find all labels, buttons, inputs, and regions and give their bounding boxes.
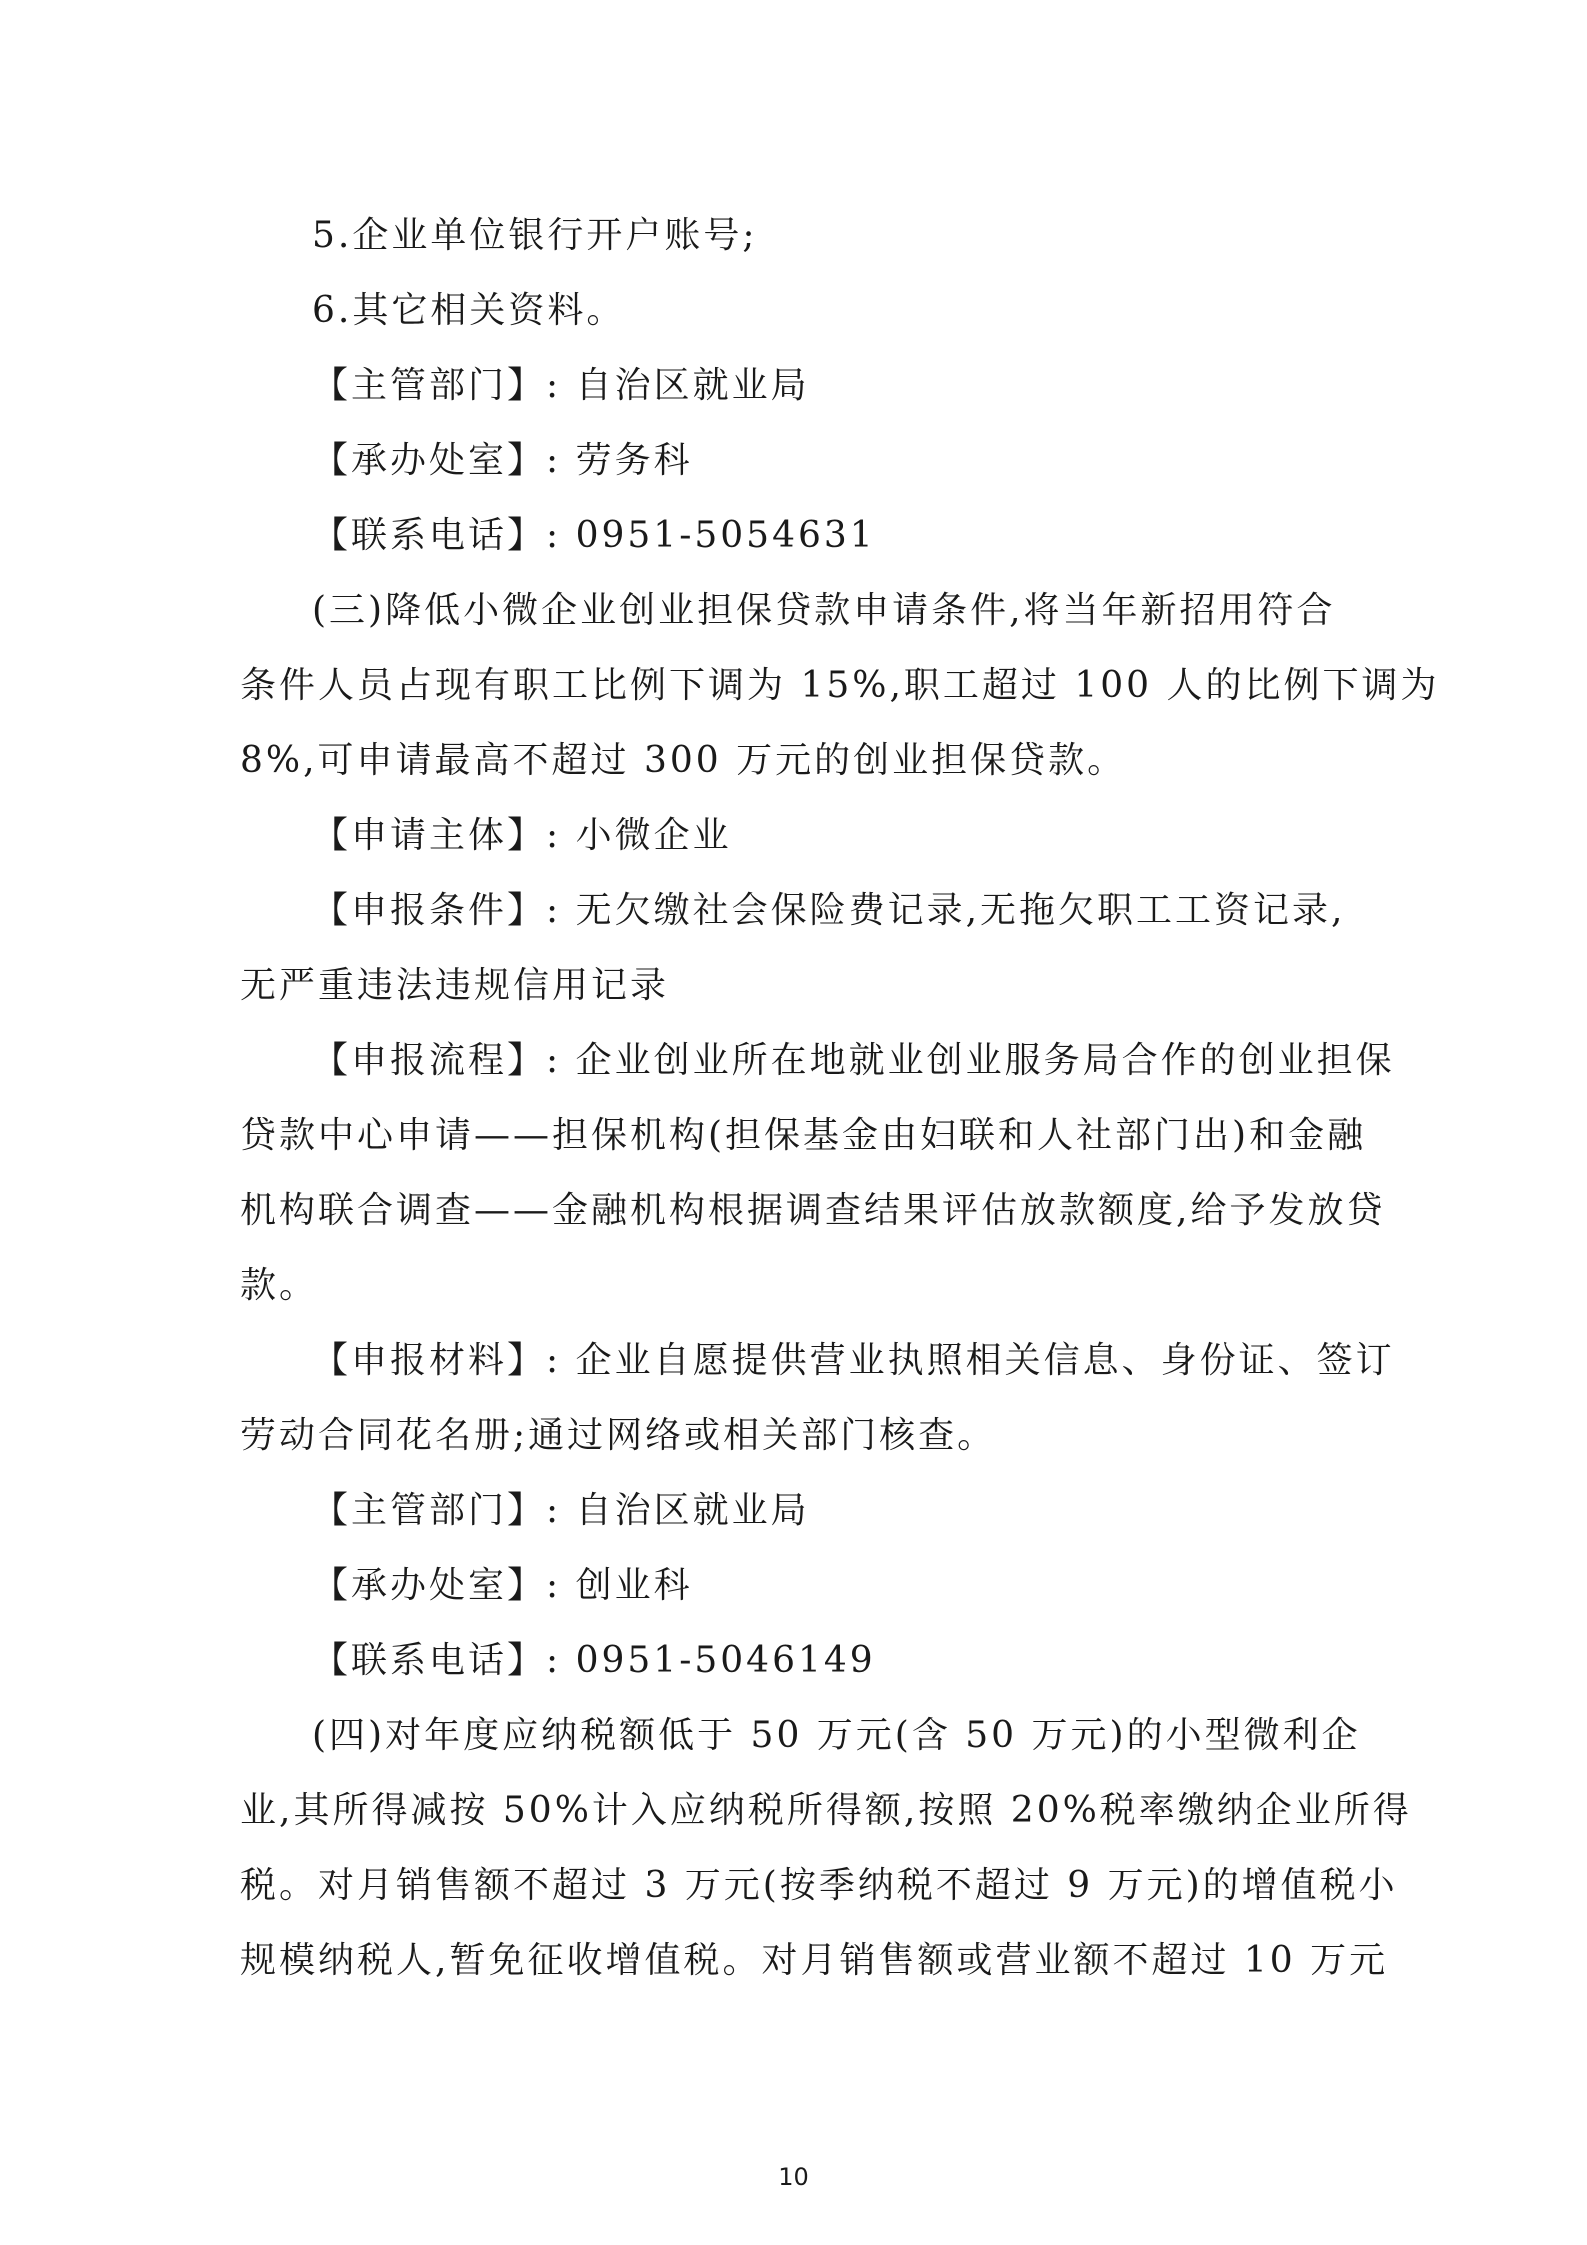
- paragraph-line: 【联系电话】: 0951-5046149: [312, 1640, 876, 1681]
- paragraph-line: 无严重违法违规信用记录: [240, 965, 670, 1006]
- paragraph-line: 【申报材料】: 企业自愿提供营业执照相关信息、身份证、签订: [312, 1340, 1395, 1381]
- paragraph-line: 【申报流程】: 企业创业所在地就业创业服务局合作的创业担保: [312, 1040, 1395, 1081]
- paragraph-line: 业,其所得减按 50%计入应纳税所得额,按照 20%税率缴纳企业所得: [240, 1790, 1412, 1831]
- page-number: 10: [778, 2163, 809, 2191]
- paragraph-line: 条件人员占现有职工比例下调为 15%,职工超过 100 人的比例下调为: [240, 665, 1440, 706]
- paragraph-line: (三)降低小微企业创业担保贷款申请条件,将当年新招用符合: [312, 590, 1336, 631]
- paragraph-line: 【申报条件】: 无欠缴社会保险费记录,无拖欠职工工资记录,: [312, 890, 1346, 931]
- paragraph-line: 款。: [240, 1265, 319, 1306]
- paragraph-line: 【联系电话】: 0951-5054631: [312, 515, 876, 556]
- paragraph-line: 8%,可申请最高不超过 300 万元的创业担保贷款。: [240, 740, 1127, 781]
- paragraph-line: 6.其它相关资料。: [312, 290, 626, 331]
- paragraph-line: 【主管部门】: 自治区就业局: [312, 365, 810, 406]
- paragraph-line: 【主管部门】: 自治区就业局: [312, 1490, 810, 1531]
- paragraph-line: (四)对年度应纳税额低于 50 万元(含 50 万元)的小型微利企: [312, 1715, 1361, 1756]
- paragraph-line: 【申请主体】: 小微企业: [312, 815, 732, 856]
- paragraph-line: 5.企业单位银行开户账号;: [312, 215, 758, 256]
- paragraph-line: 【承办处室】: 创业科: [312, 1565, 693, 1606]
- paragraph-line: 规模纳税人,暂免征收增值税。对月销售额或营业额不超过 10 万元: [240, 1940, 1389, 1981]
- paragraph-line: 劳动合同花名册;通过网络或相关部门核查。: [240, 1415, 997, 1456]
- paragraph-line: 税。对月销售额不超过 3 万元(按季纳税不超过 9 万元)的增值税小: [240, 1865, 1398, 1906]
- paragraph-line: 【承办处室】: 劳务科: [312, 440, 693, 481]
- paragraph-line: 机构联合调查——金融机构根据调查结果评估放款额度,给予发放贷: [240, 1190, 1386, 1231]
- paragraph-line: 贷款中心申请——担保机构(担保基金由妇联和人社部门出)和金融: [240, 1115, 1367, 1156]
- document-body: [240, 198, 1440, 1998]
